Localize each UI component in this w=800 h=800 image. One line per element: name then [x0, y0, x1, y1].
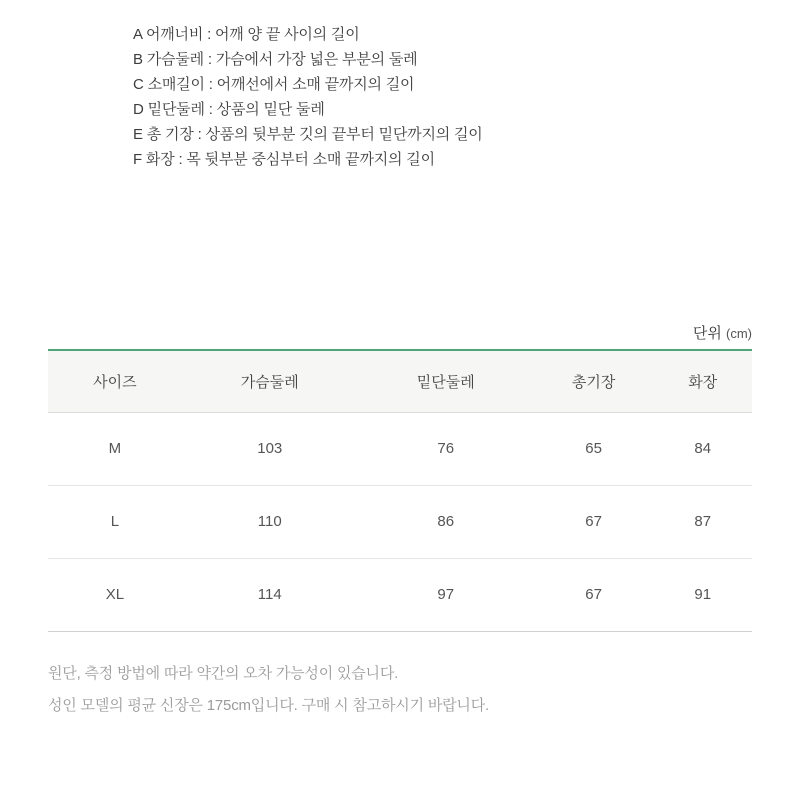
cell-hwajang: 84: [653, 412, 752, 485]
header-hwajang: 화장: [653, 350, 752, 412]
cell-hem: 76: [358, 412, 534, 485]
cell-size: L: [48, 485, 182, 558]
definition-total-length: E 총 기장 : 상품의 뒷부분 깃의 끝부터 밑단까지의 길이: [133, 126, 483, 143]
cell-hem: 97: [358, 558, 534, 631]
cell-total-length: 65: [534, 412, 654, 485]
note-tolerance: 원단, 측정 방법에 따라 약간의 오차 가능성이 있습니다.: [48, 664, 399, 682]
notes: [48, 658, 752, 722]
header-size: 사이즈: [48, 350, 182, 412]
definition-sleeve-length: C 소매길이 : 어깨선에서 소매 끝까지의 길이: [133, 76, 415, 93]
size-table-header-row: [48, 350, 752, 412]
table-row-l: [48, 485, 752, 558]
table-row-m: [48, 412, 752, 485]
unit-suffix: (cm): [726, 326, 752, 341]
definition-shoulder-width: A 어깨너비 : 어깨 양 끝 사이의 길이: [133, 26, 360, 43]
cell-size: XL: [48, 558, 182, 631]
cell-chest: 114: [182, 558, 358, 631]
definition-hwajang: F 화장 : 목 뒷부분 중심부터 소매 끝까지의 길이: [133, 151, 435, 168]
cell-total-length: 67: [534, 558, 654, 631]
cell-hwajang: 87: [653, 485, 752, 558]
definition-chest: B 가슴둘레 : 가슴에서 가장 넓은 부분의 둘레: [133, 51, 418, 68]
table-row-xl: [48, 558, 752, 631]
note-model-height: 성인 모델의 평균 신장은 175cm입니다. 구매 시 참고하시기 바랍니다.: [48, 696, 489, 714]
cell-total-length: 67: [534, 485, 654, 558]
unit-label: [48, 322, 752, 343]
unit-text: 단위: [692, 325, 722, 342]
header-chest: 가슴둘레: [182, 350, 358, 412]
cell-chest: 110: [182, 485, 358, 558]
size-table: [48, 349, 752, 632]
cell-size: M: [48, 412, 182, 485]
cell-hem: 86: [358, 485, 534, 558]
definition-hem: D 밑단둘레 : 상품의 밑단 둘레: [133, 101, 325, 118]
cell-chest: 103: [182, 412, 358, 485]
header-total-length: 총기장: [534, 350, 654, 412]
header-hem: 밑단둘레: [358, 350, 534, 412]
cell-hwajang: 91: [653, 558, 752, 631]
measurement-definitions: [0, 0, 800, 172]
